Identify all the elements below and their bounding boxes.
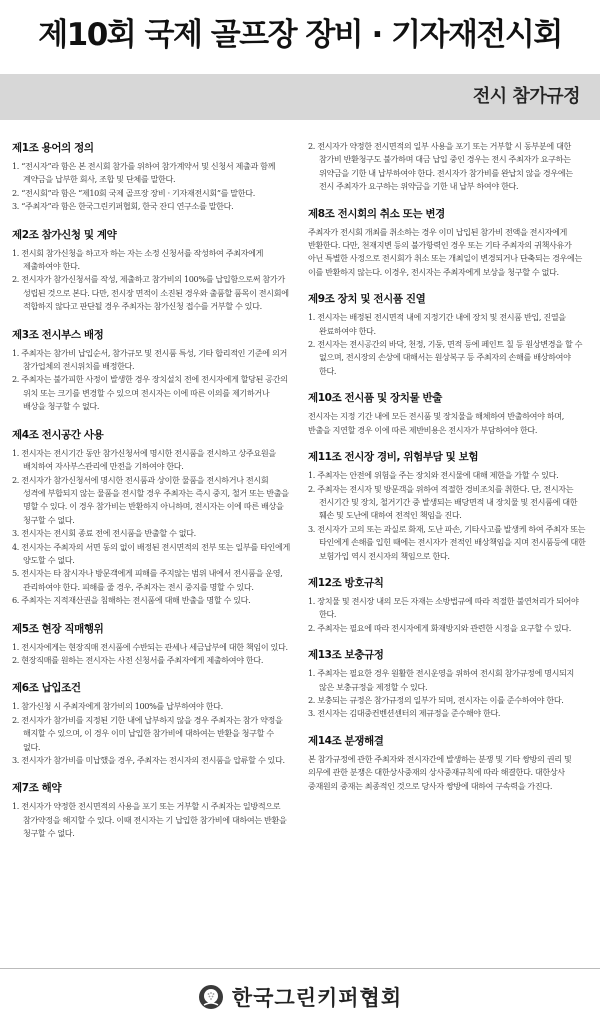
article-item: 2. 보충되는 규정은 참가규정의 일부가 되며, 전시자는 이를 준수하여야 한다. [308,694,564,705]
article-heading: 제6조 납입조건 [12,682,81,695]
article-heading: 제3조 전시부스 배정 [12,328,104,341]
article-heading: 제14조 분쟁해결 [308,734,384,747]
article-item: 2. 전시자가 참가신청서에 명시한 전시품과 상이한 물품을 전시하거나 전시회 성격에 부합되지 않는 물품을 전시할 경우 주최자는 즉시 중지, 철거 또는 반출을 명할 수 있다. 이 경우 참가비는 반환하지 아니하며, 전시자는 이에 따른 배상을 청구할 수 없다. [12,474,289,525]
article-item: 1. 주최자는 필요한 경우 원활한 전시운영을 위하여 전시회 참가규정에 명시되지 않은 보충규정을 제정할 수 있다. [308,668,575,692]
article-heading: 제12조 방호규칙 [308,576,384,589]
article-heading: 제7조 해약 [12,782,62,795]
article-heading: 제1조 용어의 정의 [12,142,94,154]
article-item: 1. 전시회 참가신청을 하고자 하는 자는 소정 신청서를 작성하여 주최자에게 제출하여야 한다. [12,247,264,272]
article-heading: 제5조 현장 직매행위 [12,622,104,635]
article-heading: 제11조 전시장 경비, 위험부담 및 보험 [308,451,479,464]
article-heading: 제8조 전시회의 취소 또는 변경 [308,207,445,220]
article-section [308,575,586,635]
article-item-list [12,447,290,608]
article-item: 1. 참가신청 시 주최자에게 참가비의 100%를 납부하여야 한다. [12,701,223,712]
footer-divider [0,968,600,969]
subtitle: 전시 참가규정 [472,86,580,107]
article-paragraph: 본 참가규정에 관한 주최자와 전시자간에 발생하는 분쟁 및 기타 쌍방의 권리 및 의무에 관한 분쟁은 대한상사중재의 상사중재규칙에 따라 해결한다. 대한상사 중재원의 중재는 최종적인 것으로 당사자 쌍방에 대하여 구속력을 가진다. [308,753,572,791]
article-item: 1. 전시자는 전시기간 동안 참가신청서에 명시한 전시품을 전시하고 상주요원을 배치하여 자사부스관리에 만전을 기하여야 한다. [12,447,276,472]
article-heading: 제2조 참가신청 및 계약 [12,228,117,241]
article-section [308,647,586,721]
article-item-list [12,247,290,314]
article-item: 1. 주최자는 참가비 납입순서, 참가규모 및 전시품 특성, 기타 합리적인 기준에 의거 참가업체의 전시위치를 배정한다. [12,347,287,372]
article-item: 1. 전시자가 약정한 전시면적의 사용을 포기 또는 거부할 시 주최자는 일방적으로 참가약정을 해지할 수 있다. 이때 전시자는 기 납입한 참가비에 대하여는 반환을 청구할 수 없다. [12,801,287,839]
article-section [12,621,290,668]
organization-name: 한국그린키퍼협회 [231,986,403,1010]
article-section [12,327,290,414]
article-section [308,291,586,378]
article-heading: 제13조 보충규정 [308,649,384,662]
article-item: 3. 전시자는 김대중컨벤션센터의 제규정을 준수해야 한다. [308,708,501,719]
article-section [308,206,586,280]
article-item: 1. “전시자”라 함은 본 전시회 참가를 위하여 참가계약서 및 신청서 제출과 함께 계약금을 납부한 회사, 조합 및 단체를 말한다. [12,161,276,185]
article-item-list [12,641,290,668]
footer [0,980,600,1014]
article-item: 1. 전시자에게는 현장직매 전시품에 수반되는 관세나 세금납부에 대한 책임이 있다. [12,641,288,652]
article-item: 3. “주최자”라 함은 한국그린키퍼협회, 한국 잔디 연구소를 말한다. [12,201,234,212]
article-section [12,427,290,608]
article-item: 1. 주최자는 안전에 위험을 주는 장치와 전시물에 대해 제한을 가할 수 있다. [308,470,559,481]
article-item: 6. 주최자는 지적재산권을 침해하는 전시품에 대해 반출을 명할 수 있다. [12,595,251,606]
article-section [308,733,586,793]
article-item: 3. 전시자가 고의 또는 과실로 화재, 도난 파손, 기타사고를 발생케 하여 주최자 또는 타인에게 손해를 입힌 때에는 전시자가 전적인 배상책임을 지며 전시품등에 대한 보험가입 역시 전시자의 책임으로 한다. [308,523,586,561]
article-item: 2. 전시자가 참가비를 지정된 기한 내에 납부하지 않을 경우 주최자는 참가 약정을 해지할 수 있으며, 이 경우 이미 납입한 참가비에 대하여는 반환을 청구할 수 없다. [12,714,283,752]
article-section [12,780,290,840]
article-heading: 제4조 전시공간 사용 [12,428,104,441]
article-item: 2. 주최자는 필요에 따라 전시자에게 화재방지와 관련한 시정을 요구할 수 있다. [308,622,572,633]
right-column [308,140,586,805]
article-paragraph: 전시자는 지정 기간 내에 모든 전시품 및 장치물을 해체하여 반출하여야 하며, 반출을 지연할 경우 이에 따른 제반비용은 전시자가 부담하여야 한다. [308,411,564,435]
article-item: 4. 전시자는 주최자의 서면 동의 없이 배정된 전시면적의 전부 또는 일부를 타인에게 양도할 수 없다. [12,541,290,565]
golf-ball-emblem-icon [198,984,224,1010]
subtitle-bar [0,74,600,120]
article-item-list [12,700,290,767]
article-section [308,449,586,563]
article-item-list [12,347,290,414]
article-section [12,680,290,767]
page-title: 제10회 국제 골프장 장비 · 기자재전시회 [38,17,562,53]
article-item: 2. “전시회”라 함은 “제10회 국제 골프장 장비 · 기자재전시회”를 말한다. [12,187,255,198]
article-section [12,227,290,314]
article-item: 5. 전시자는 타 참시자나 방문객에게 피해를 주지않는 범위 내에서 전시품을 운영, 관리하여야 한다. 피해를 줄 경우, 주최자는 전시 중지를 명할 수 있다. [12,568,283,592]
article-item-list [12,160,290,214]
article-section [12,140,290,214]
article-item: 3. 전시자는 전시회 종료 전에 전시품을 반출할 수 없다. [12,528,196,539]
article-item: 2. 전시자가 참가신청서를 작성, 제출하고 참가비의 100%를 납입함으로써 참가가 성립된 것으로 본다. 다만, 전시장 면적이 소진된 경우와 출품할 품목이 전시회에 적합하지 않다고 판단될 경우 주최자는 참가신청 접수를 거부할 수 있다. [12,274,289,312]
article-item-list [12,800,290,840]
article-item: 2. 현장직매를 원하는 전시자는 사전 신청서를 주최자에게 제출하여야 한다. [12,654,264,665]
article-item: 2. 전시자는 전시공간의 바닥, 천정, 기둥, 면적 등에 페인트 칠 등 원상변경을 할 수 없으며, 전시장의 손상에 대해서는 원상복구 등 주최자의 손해를 배상하여야 한다. [308,339,583,376]
article-item-list [308,140,586,194]
left-column [12,140,290,854]
article-item-list [308,667,586,721]
article-item-list [308,595,586,635]
article-section [308,390,586,437]
article-heading: 제9조 장치 및 전시품 진열 [308,293,426,306]
article-section [308,140,586,194]
article-item: 3. 전시자가 참가비를 미납했을 경우, 주최자는 전시자의 전시품을 압류할 수 있다. [12,755,285,765]
article-item: 2. 전시자가 약정한 전시면적의 일부 사용을 포기 또는 거부할 시 동부분에 대한 참가비 반환청구도 불가하며 대금 납입 중인 경우는 전시 주최자가 요구하는 위약금을 기한 내 납부하여야 한다. 전시자가 참가비를 완납치 않을 경우에는 전시 주최자가 요구하는 위약금을 기한 내 납부 하여야 한다. [308,141,573,192]
article-item-list [308,469,586,563]
article-paragraph: 주최자가 전시회 개최를 취소하는 경우 이미 납입된 참가비 전액을 전시자에게 반환한다. 다만, 천재지변 등의 불가항력인 경우 또는 기타 주최자의 귀책사유가 아닌 특별한 사정으로 전시회가 취소 또는 개최일이 변경되거나 단축되는 경우에는 이를 반환하지 않는다. 이경우, 전시자는 주최자에게 보상을 청구할 수 없다. [308,226,582,277]
article-heading: 제10조 전시품 및 장치물 반출 [308,392,443,405]
article-item: 1. 전시자는 배정된 전시면적 내에 지정기간 내에 장치 및 전시품 반입, 진열을 완료하여야 한다. [308,312,566,336]
article-item: 2. 주최자는 전시자 및 방문객을 위하여 적절한 경비조치를 취한다. 단, 전시자는 전시기간 및 장치, 철거기간 중 발생되는 배당면적 내 장치물 및 전시품에 대한 훼손 및 도난에 대하여 전적인 책임을 진다. [308,483,578,521]
article-item-list [308,311,586,378]
article-item: 1. 장치물 및 전시장 내의 모든 자재는 소방법규에 따라 적절한 불연처리가 되어야 한다. [308,595,579,620]
article-item: 2. 주최자는 불가피한 사정이 발생한 경우 장치설치 전에 전시자에게 할당된 공간의 위치 또는 크기를 변경할 수 있으며 전시자는 이에 따른 이의를 제기하거나 배상을 청구할 수 없다. [12,374,288,412]
